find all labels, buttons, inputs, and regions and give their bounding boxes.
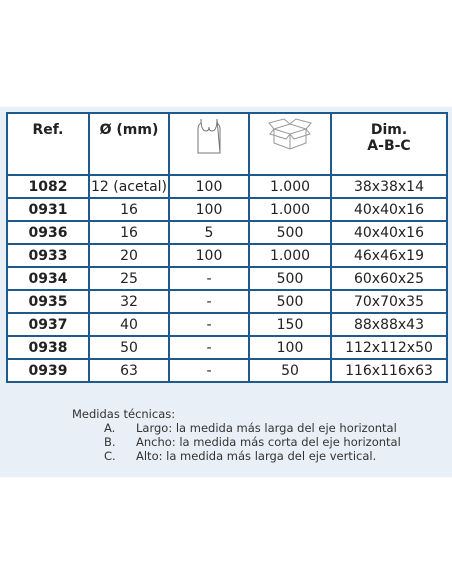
cell-ref: 0933 [7, 244, 89, 267]
header-dim-line2: A-B-C [367, 138, 411, 154]
table-row [7, 175, 447, 198]
cell-dim: 40x40x16 [331, 221, 447, 244]
cell-dim: 38x38x14 [331, 175, 447, 198]
cell-bag: 100 [169, 175, 249, 198]
cell-ref: 0936 [7, 221, 89, 244]
cell-diameter: 12 (acetal) [89, 175, 169, 198]
table-row [7, 244, 447, 267]
cell-bag: - [169, 267, 249, 290]
cell-dim: 112x112x50 [331, 336, 447, 359]
cell-ref: 0937 [7, 313, 89, 336]
cell-diameter: 40 [89, 313, 169, 336]
cell-dim: 46x46x19 [331, 244, 447, 267]
cell-bag: 100 [169, 198, 249, 221]
note-letter: C. [104, 449, 116, 463]
cell-diameter: 20 [89, 244, 169, 267]
note-item [72, 435, 401, 449]
note-text: Alto: la medida más larga del eje vertical. [136, 449, 377, 463]
cell-box: 1.000 [249, 198, 331, 221]
note-letter: A. [104, 421, 116, 435]
cell-box: 50 [249, 359, 331, 382]
product-spec-table [6, 112, 448, 383]
notes-title: Medidas técnicas: [72, 407, 176, 421]
cell-diameter: 16 [89, 221, 169, 244]
cell-dim: 88x88x43 [331, 313, 447, 336]
cell-bag: - [169, 290, 249, 313]
cell-dim: 116x116x63 [331, 359, 447, 382]
cell-diameter: 32 [89, 290, 169, 313]
header-bag [169, 113, 249, 175]
table-row [7, 267, 447, 290]
cell-bag: 5 [169, 221, 249, 244]
table-row [7, 221, 447, 244]
note-item [72, 449, 401, 463]
table-row [7, 198, 447, 221]
table-header-row [7, 113, 447, 175]
cell-bag: 100 [169, 244, 249, 267]
cell-box: 150 [249, 313, 331, 336]
header-dimensions [331, 113, 447, 175]
table-row [7, 313, 447, 336]
cell-box: 500 [249, 221, 331, 244]
cell-dim: 70x70x35 [331, 290, 447, 313]
cell-ref: 0939 [7, 359, 89, 382]
cell-diameter: 50 [89, 336, 169, 359]
cell-diameter: 63 [89, 359, 169, 382]
cell-box: 100 [249, 336, 331, 359]
table-row [7, 359, 447, 382]
cell-diameter: 25 [89, 267, 169, 290]
cell-diameter: 16 [89, 198, 169, 221]
cell-bag: - [169, 359, 249, 382]
note-text: Largo: la medida más larga del eje horizontal [136, 421, 397, 435]
cell-dim: 40x40x16 [331, 198, 447, 221]
shopping-bag-icon [194, 143, 224, 159]
cell-bag: - [169, 313, 249, 336]
cell-box: 500 [249, 290, 331, 313]
header-box [249, 113, 331, 175]
note-letter: B. [104, 435, 116, 449]
table-row [7, 336, 447, 359]
cell-dim: 60x60x25 [331, 267, 447, 290]
header-ref: Ref. [7, 113, 89, 175]
cell-box: 500 [249, 267, 331, 290]
open-box-icon [268, 139, 312, 155]
cell-ref: 0934 [7, 267, 89, 290]
cell-ref: 1082 [7, 175, 89, 198]
technical-notes [72, 407, 401, 463]
cell-box: 1.000 [249, 244, 331, 267]
cell-ref: 0938 [7, 336, 89, 359]
note-item [72, 421, 401, 435]
cell-ref: 0935 [7, 290, 89, 313]
header-dim-line1: Dim. [370, 122, 408, 138]
table-row [7, 290, 447, 313]
note-text: Ancho: la medida más corta del eje horizontal [136, 435, 401, 449]
header-diameter: Ø (mm) [89, 113, 169, 175]
cell-ref: 0931 [7, 198, 89, 221]
cell-box: 1.000 [249, 175, 331, 198]
cell-bag: - [169, 336, 249, 359]
